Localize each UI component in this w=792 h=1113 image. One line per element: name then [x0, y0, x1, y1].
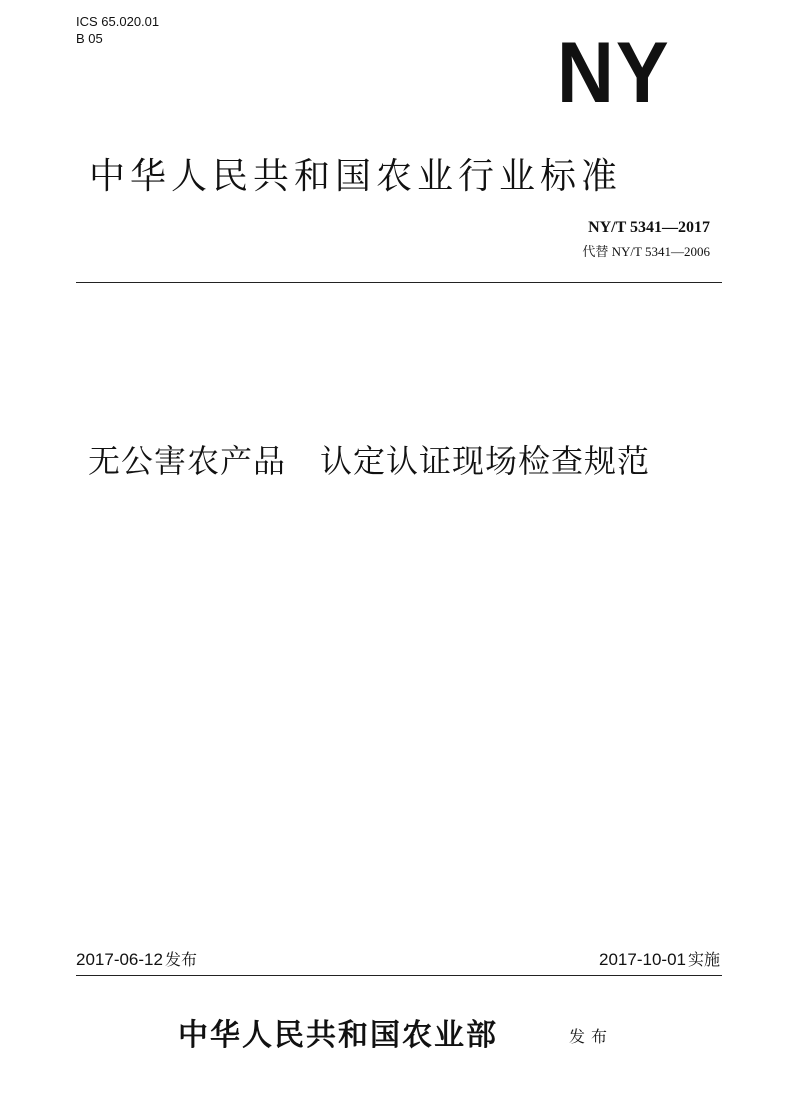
replaces-standard: 代替 NY/T 5341—2006: [582, 244, 710, 259]
document-title: [88, 436, 650, 482]
title-part-2: 认定认证现场检查规范: [320, 442, 651, 480]
issuing-authority: 中华人民共和国农业部: [178, 1018, 498, 1053]
implementation-date-value: 2017-10-01: [599, 950, 686, 969]
issue-date: [76, 947, 197, 970]
title-part-1: 无公害农产品: [88, 442, 287, 480]
top-divider: [76, 282, 722, 283]
issue-date-value: 2017-06-12: [76, 950, 163, 969]
implementation-date-label: 实施: [687, 950, 720, 969]
ccs-code: B 05: [76, 31, 103, 46]
ny-logo: NY: [556, 25, 670, 121]
issuing-label: 发布: [569, 1027, 614, 1046]
issue-date-label: 发布: [164, 950, 197, 969]
bottom-divider: [76, 975, 722, 976]
implementation-date: [599, 947, 720, 970]
standard-type-heading: 中华人民共和国农业行业标准: [89, 156, 623, 197]
ics-code: ICS 65.020.01: [76, 14, 160, 29]
standard-number: NY/T 5341—2017: [588, 219, 710, 236]
